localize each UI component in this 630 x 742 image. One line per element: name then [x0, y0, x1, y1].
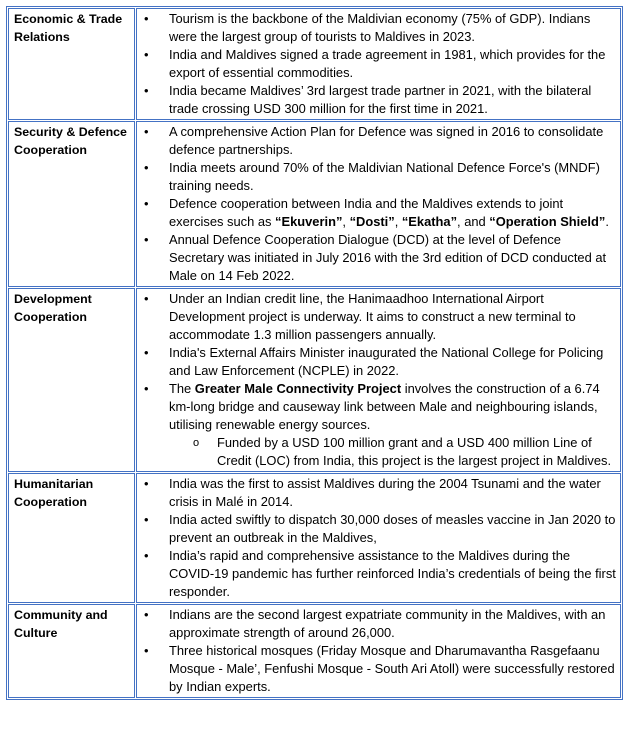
list-item: • India was the first to assist Maldives during the 2004 Tsunami and the water crisis in Malé in 2014.	[142, 475, 616, 511]
category-label: Economic & Trade Relations	[14, 12, 123, 44]
list-item: • Under an Indian credit line, the Hanimaadhoo International Airport Development project is underway. It aims to construct a new terminal to accommodate 1.3 million passengers annually.	[142, 290, 616, 344]
list-item: • India's External Affairs Minister inaugurated the National College for Policing and Law Enforcement (NCPLE) in 2022.	[142, 344, 616, 380]
bullet-list	[142, 290, 616, 470]
separator-text: .	[605, 214, 609, 229]
list-item: • Annual Defence Cooperation Dialogue (DCD) at the level of Defence Secretary was initiated in July 2016 with the 3rd edition of DCD conducted at Male on 14 Feb 2022.	[142, 231, 616, 285]
bullet-list	[142, 475, 616, 601]
content-cell	[136, 288, 621, 472]
content-cell	[136, 473, 621, 603]
list-item	[142, 195, 616, 231]
exercise-name: “Operation Shield”	[489, 214, 606, 229]
bullet-list	[142, 606, 616, 696]
list-item-text: Defence cooperation between India and the Maldives extends to joint exercises such as	[169, 196, 564, 229]
list-item: • India became Maldives’ 3rd largest trade partner in 2021, with the bilateral trade crossing USD 300 million for the first time in 2021.	[142, 82, 616, 118]
separator-text: , and	[457, 214, 490, 229]
india-maldives-relations-table	[6, 6, 623, 700]
list-item: • Three historical mosques (Friday Mosque and Dharumavantha Rasgefaanu Mosque - Male’, Fenfushi Mosque - South Ari Atoll) were successfully restored by Indian experts.	[142, 642, 616, 696]
table-row	[8, 604, 621, 698]
exercise-name: “Ekuverin”	[275, 214, 343, 229]
list-item: • Tourism is the backbone of the Maldivian economy (75% of GDP). Indians were the largest group of tourists to Maldives in 2023.	[142, 10, 616, 46]
table-row	[8, 288, 621, 472]
exercise-name: “Dosti”	[349, 214, 395, 229]
list-item: • India meets around 70% of the Maldivian National Defence Force's (MNDF) training needs.	[142, 159, 616, 195]
category-cell	[8, 288, 135, 472]
list-item: • Indians are the second largest expatriate community in the Maldives, with an approximate strength of around 26,000.	[142, 606, 616, 642]
sub-list-item: o Funded by a USD 100 million grant and a USD 400 million Line of Credit (LOC) from India, this project is the largest project in Maldives.	[169, 434, 616, 470]
content-cell	[136, 8, 621, 120]
separator-text: ,	[394, 214, 402, 229]
content-cell	[136, 121, 621, 287]
category-cell	[8, 8, 135, 120]
project-name: Greater Male Connectivity Project	[194, 381, 402, 396]
list-item: • India acted swiftly to dispatch 30,000 doses of measles vaccine in Jan 2020 to prevent an outbreak in the Maldives,	[142, 511, 616, 547]
list-item-text: The	[169, 381, 195, 396]
list-item: • India’s rapid and comprehensive assistance to the Maldives during the COVID-19 pandemic has further reinforced India’s credentials of being the first responder.	[142, 547, 616, 601]
table-row	[8, 121, 621, 287]
category-label: Development Cooperation	[14, 292, 92, 324]
list-item	[142, 380, 616, 470]
category-cell	[8, 604, 135, 698]
category-label: Security & Defence Cooperation	[14, 125, 127, 157]
bullet-list	[142, 123, 616, 285]
bullet-list	[142, 10, 616, 118]
category-label: Community and Culture	[14, 608, 108, 640]
exercise-name: “Ekatha”	[401, 214, 458, 229]
content-cell	[136, 604, 621, 698]
separator-text: ,	[342, 214, 350, 229]
category-cell	[8, 473, 135, 603]
list-item: • India and Maldives signed a trade agreement in 1981, which provides for the export of essential commodities.	[142, 46, 616, 82]
table-row	[8, 8, 621, 120]
table-row	[8, 473, 621, 603]
list-item: • A comprehensive Action Plan for Defence was signed in 2016 to consolidate defence partnerships.	[142, 123, 616, 159]
category-label: Humanitarian Cooperation	[14, 477, 94, 509]
list-item-text: involves the construction of a 6.74 km-long bridge and causeway link between Male and neighbouring islands, utilising renewable energy sources.	[169, 381, 600, 432]
category-cell	[8, 121, 135, 287]
sub-bullet-list	[169, 434, 616, 470]
